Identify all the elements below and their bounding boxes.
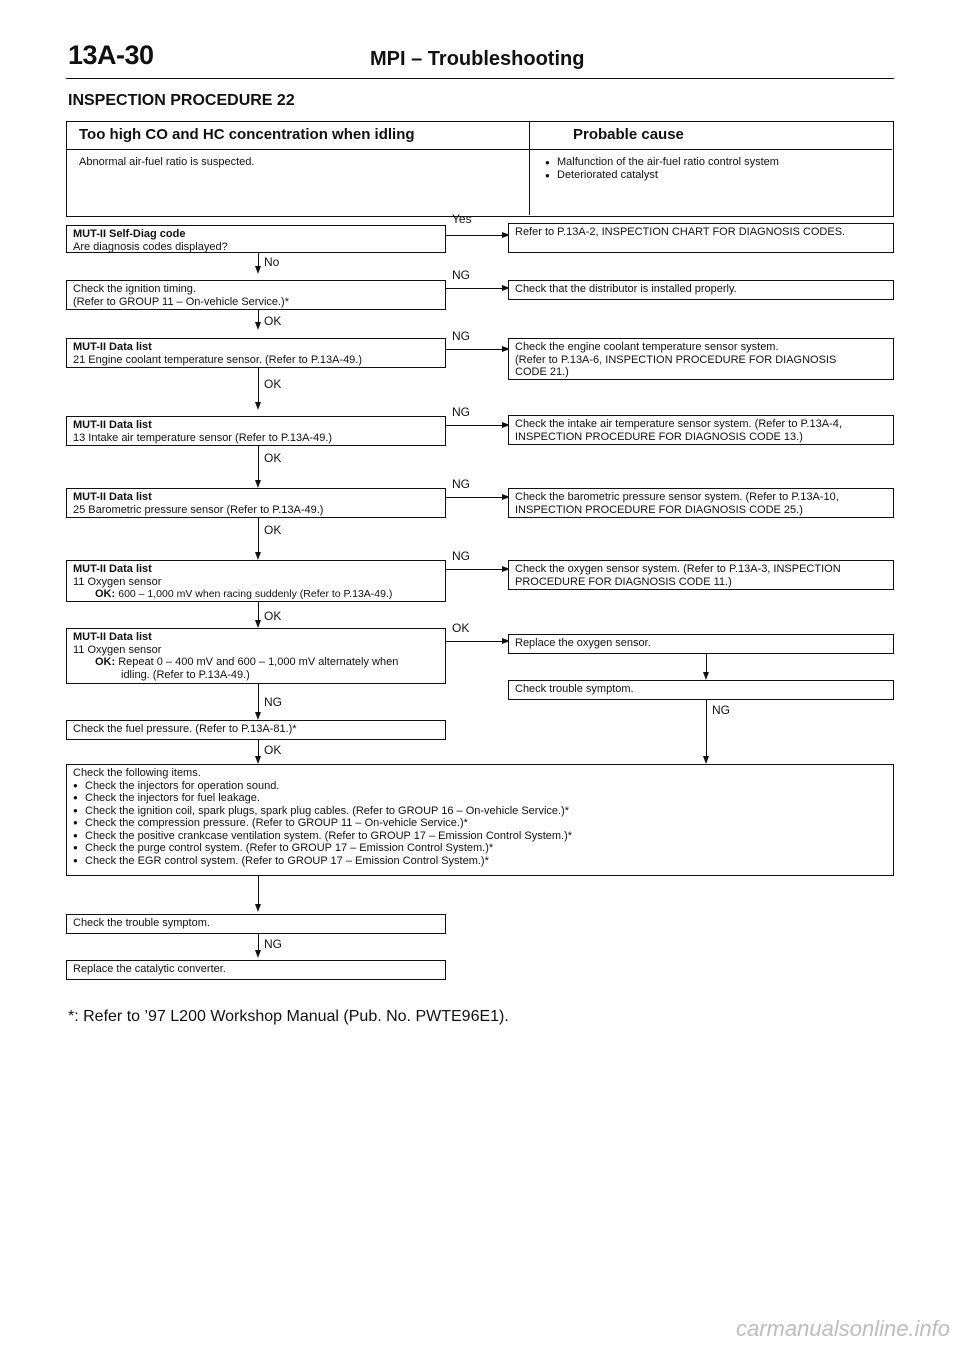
arrow-down — [703, 672, 709, 680]
step-title: MUT-II Data list — [73, 563, 152, 575]
step-replace-catalytic: Replace the catalytic converter. — [66, 960, 446, 980]
yes-label: Yes — [452, 212, 472, 226]
step-text: 11 Oxygen sensor — [73, 575, 162, 588]
step-oxygen-racing — [66, 560, 446, 602]
connector — [258, 368, 259, 404]
ng-label: NG — [452, 268, 470, 282]
step-fuel-pressure: Check the fuel pressure. (Refer to P.13A-81.)* — [66, 720, 446, 740]
table-divider — [529, 122, 530, 215]
step-text: 11 Oxygen sensor — [73, 643, 162, 656]
watermark: carmanualsonline.info — [736, 1316, 951, 1341]
step-intake-air-temp — [66, 416, 446, 446]
result-replace-oxygen: Replace the oxygen sensor. — [508, 634, 894, 654]
arrow-down — [255, 904, 261, 912]
result-text: Check the intake air temperature sensor system. (Refer to P.13A-4, — [515, 418, 842, 430]
ok-label: OK — [452, 621, 470, 635]
ng-label: NG — [264, 937, 282, 951]
step-ignition-timing — [66, 280, 446, 310]
list-item: ● Check the ignition coil, spark plugs, spark plug cables. (Refer to GROUP 16 – On-vehicle Service.)* — [73, 805, 887, 818]
result-text: Check the barometric pressure sensor system. (Refer to P.13A-10, — [515, 491, 839, 503]
result-text: CODE 21.) — [515, 366, 569, 378]
ok-criteria: OK: Repeat 0 – 400 mV and 600 – 1,000 mV alternately when — [95, 656, 399, 668]
page-title: MPI – Troubleshooting — [370, 48, 585, 70]
ng-label: NG — [452, 549, 470, 563]
list-item: ● Check the compression pressure. (Refer to GROUP 11 – On-vehicle Service.)* — [73, 817, 887, 830]
header-rule — [66, 78, 894, 79]
result-text: PROCEDURE FOR DIAGNOSIS CODE 11.) — [515, 575, 732, 588]
ok-label: OK — [264, 609, 282, 623]
step-title: MUT-II Self-Diag code — [73, 228, 186, 240]
arrow-down — [703, 756, 709, 764]
step-title: MUT-II Data list — [73, 419, 152, 431]
step-title: MUT-II Data list — [73, 491, 152, 503]
arrow-down — [255, 402, 261, 410]
ng-label: NG — [452, 405, 470, 419]
cause-item: ● Malfunction of the air-fuel ratio control system — [545, 156, 779, 169]
step-check-trouble-symptom: Check the trouble symptom. — [66, 914, 446, 934]
ok-criteria: OK: 600 – 1,000 mV when racing suddenly (Refer to P.13A-49.) — [95, 588, 393, 600]
connector — [446, 235, 502, 236]
ng-label: NG — [452, 329, 470, 343]
connector — [258, 684, 259, 714]
ok-label: OK — [264, 743, 282, 757]
result-intake-air-system — [508, 415, 894, 445]
step-title: Check the following items. — [73, 767, 201, 779]
list-item: ● Check the EGR control system. (Refer to GROUP 17 – Emission Control System.)* — [73, 855, 887, 868]
ok-label: OK — [264, 314, 282, 328]
arrow-down — [255, 620, 261, 628]
step-text: 21 Engine coolant temperature sensor. (Refer to P.13A-49.) — [73, 353, 363, 366]
result-coolant-system — [508, 338, 894, 380]
arrow-down — [255, 756, 261, 764]
step-title: MUT-II Data list — [73, 341, 152, 353]
ok-criteria-cont: idling. (Refer to P.13A-49.) — [121, 668, 250, 681]
table-col2-header: Probable cause — [573, 126, 684, 143]
result-barometric-system — [508, 488, 894, 518]
list-item: ● Check the injectors for fuel leakage. — [73, 792, 887, 805]
ok-label: OK — [264, 451, 282, 465]
ng-label: NG — [264, 695, 282, 709]
ng-label: NG — [712, 703, 730, 717]
footnote: *: Refer to ’97 L200 Workshop Manual (Pub. No. PWTE96E1). — [68, 1008, 509, 1025]
step-barometric — [66, 488, 446, 518]
result-text: INSPECTION PROCEDURE FOR DIAGNOSIS CODE 13.) — [515, 430, 803, 443]
connector — [446, 569, 502, 570]
ng-label: NG — [452, 477, 470, 491]
cause-item: ● Deteriorated catalyst — [545, 169, 779, 182]
step-text: 25 Barometric pressure sensor (Refer to P.13A-49.) — [73, 503, 324, 516]
ok-label: OK — [264, 523, 282, 537]
cause-list — [545, 156, 779, 182]
step-title: MUT-II Data list — [73, 631, 152, 643]
arrow-down — [255, 480, 261, 488]
table-col1-header: Too high CO and HC concentration when idling — [79, 126, 415, 143]
step-text: (Refer to GROUP 11 – On-vehicle Service.)* — [73, 295, 290, 308]
list-item: ● Check the injectors for operation sound. — [73, 780, 887, 793]
step-self-diag — [66, 225, 446, 253]
procedure-title: INSPECTION PROCEDURE 22 — [68, 92, 295, 109]
step-text: 13 Intake air temperature sensor (Refer to P.13A-49.) — [73, 431, 333, 444]
table-col1-text: Abnormal air-fuel ratio is suspected. — [79, 156, 255, 168]
result-text: Check the oxygen sensor system. (Refer to P.13A-3, INSPECTION — [515, 563, 841, 575]
result-text: INSPECTION PROCEDURE FOR DIAGNOSIS CODE 25.) — [515, 503, 803, 516]
arrow-down — [255, 552, 261, 560]
arrow-down — [255, 712, 261, 720]
result-inspection-chart: Refer to P.13A-2, INSPECTION CHART FOR DIAGNOSIS CODES. — [508, 223, 894, 253]
step-check-items — [66, 764, 894, 876]
connector — [258, 876, 259, 906]
connector — [706, 700, 707, 758]
result-oxygen-system — [508, 560, 894, 590]
table-header-rule — [67, 149, 892, 150]
connector — [446, 288, 502, 289]
result-text: (Refer to P.13A-6, INSPECTION PROCEDURE FOR DIAGNOSIS — [515, 353, 837, 366]
page-number: 13A-30 — [68, 40, 154, 70]
right-check-symptom: Check trouble symptom. — [508, 680, 894, 700]
connector — [258, 602, 259, 622]
no-label: No — [264, 255, 280, 269]
arrow-down — [255, 950, 261, 958]
step-text: Are diagnosis codes displayed? — [73, 240, 228, 253]
arrow-down — [255, 322, 261, 330]
connector — [258, 446, 259, 482]
step-oxygen-idle — [66, 628, 446, 684]
step-text: Check the ignition timing. — [73, 283, 196, 295]
result-distributor: Check that the distributor is installed properly. — [508, 280, 894, 300]
list-item: ● Check the positive crankcase ventilation system. (Refer to GROUP 17 – Emission Control System.)* — [73, 830, 887, 843]
arrow-down — [255, 266, 261, 274]
connector — [446, 641, 502, 642]
connector — [706, 654, 707, 674]
connector — [446, 349, 502, 350]
connector — [446, 497, 502, 498]
connector — [446, 425, 502, 426]
ok-label: OK — [264, 377, 282, 391]
symptom-table — [66, 121, 894, 217]
connector — [258, 518, 259, 554]
step-coolant-temp — [66, 338, 446, 368]
list-item: ● Check the purge control system. (Refer to GROUP 17 – Emission Control System.)* — [73, 842, 887, 855]
result-text: Check the engine coolant temperature sensor system. — [515, 341, 779, 353]
